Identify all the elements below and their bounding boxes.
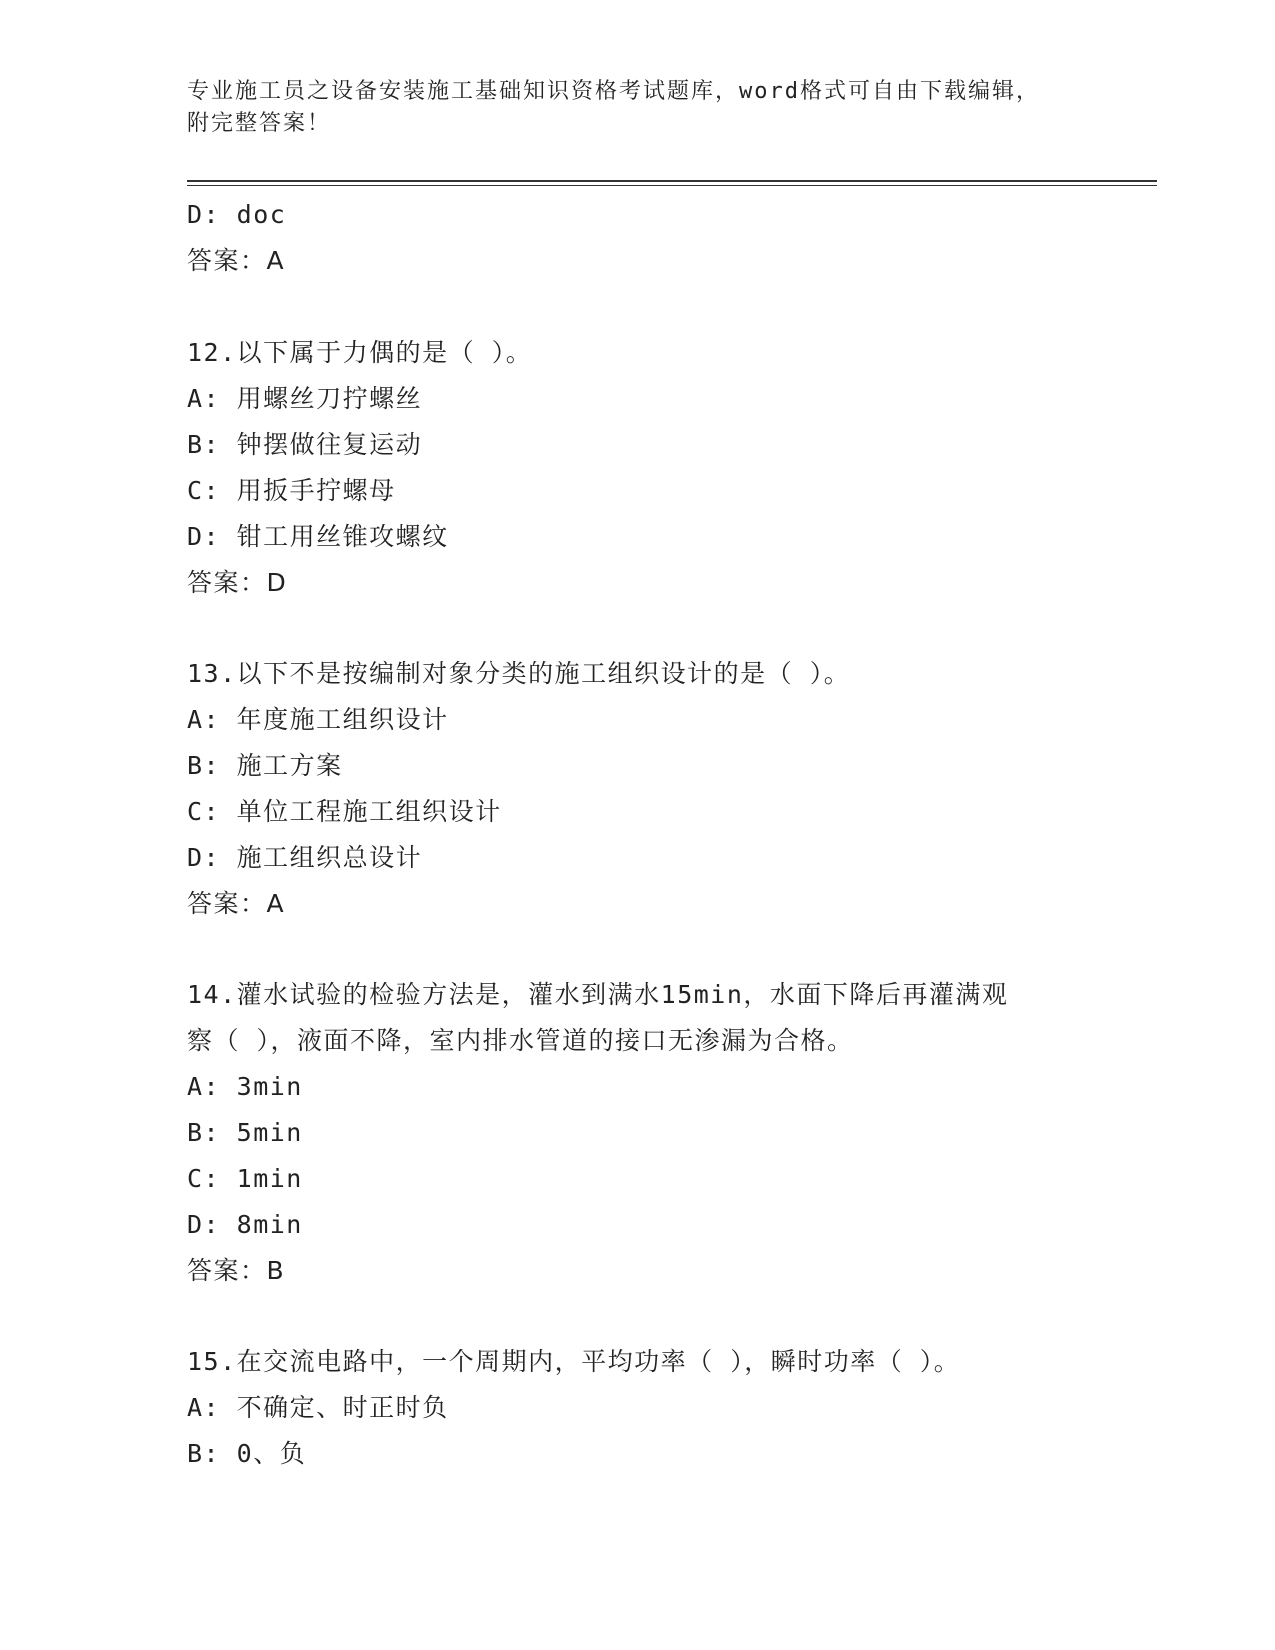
spacer bbox=[187, 284, 1157, 330]
option-a: A: 年度施工组织设计 bbox=[187, 705, 449, 734]
option-b: B: 施工方案 bbox=[187, 751, 343, 780]
question-14 bbox=[187, 972, 1157, 1294]
option-a: A: 不确定、时正时负 bbox=[187, 1393, 449, 1422]
question-stem: 12.以下属于力偶的是（ ）。 bbox=[187, 338, 533, 367]
document-header bbox=[187, 76, 1087, 140]
option-d: D: 施工组织总设计 bbox=[187, 843, 423, 872]
option-b: B: 5min bbox=[187, 1118, 303, 1147]
spacer bbox=[187, 606, 1157, 651]
option-d: D: doc bbox=[187, 200, 287, 229]
option-c: C: 用扳手拧螺母 bbox=[187, 476, 396, 505]
header-line-2: 附完整答案！ bbox=[187, 111, 332, 136]
question-stem: 15.在交流电路中，一个周期内，平均功率（ ），瞬时功率（ ）。 bbox=[187, 1347, 961, 1376]
question-15 bbox=[187, 1339, 1157, 1477]
option-d: D: 钳工用丝锥攻螺纹 bbox=[187, 522, 449, 551]
option-c: C: 1min bbox=[187, 1164, 303, 1193]
option-a: A: 用螺丝刀拧螺丝 bbox=[187, 384, 423, 413]
question-stem: 13.以下不是按编制对象分类的施工组织设计的是（ ）。 bbox=[187, 659, 851, 688]
question-stem-line-2: 察（ ），液面不降，室内排水管道的接口无渗漏为合格。 bbox=[187, 1026, 854, 1055]
option-a: A: 3min bbox=[187, 1072, 303, 1101]
spacer bbox=[187, 927, 1157, 972]
option-d: D: 8min bbox=[187, 1210, 303, 1239]
header-rule-thick bbox=[187, 180, 1157, 182]
question-12 bbox=[187, 330, 1157, 606]
option-b: B: 0、负 bbox=[187, 1439, 307, 1468]
answer-line: 答案：A bbox=[187, 889, 286, 918]
option-b: B: 钟摆做往复运动 bbox=[187, 430, 423, 459]
option-c: C: 单位工程施工组织设计 bbox=[187, 797, 502, 826]
question-content bbox=[187, 192, 1157, 1477]
answer-line: 答案：B bbox=[187, 1256, 286, 1285]
answer-line: 答案：D bbox=[187, 568, 288, 597]
question-stem-line-1: 14.灌水试验的检验方法是，灌水到满水15min，水面下降后再灌满观 bbox=[187, 980, 1009, 1009]
question-13 bbox=[187, 651, 1157, 927]
header-line-1: 专业施工员之设备安装施工基础知识资格考试题库，word格式可自由下载编辑， bbox=[187, 79, 1040, 104]
header-rule-thin bbox=[187, 185, 1157, 186]
answer-line: 答案：A bbox=[187, 246, 286, 275]
spacer bbox=[187, 1294, 1157, 1339]
